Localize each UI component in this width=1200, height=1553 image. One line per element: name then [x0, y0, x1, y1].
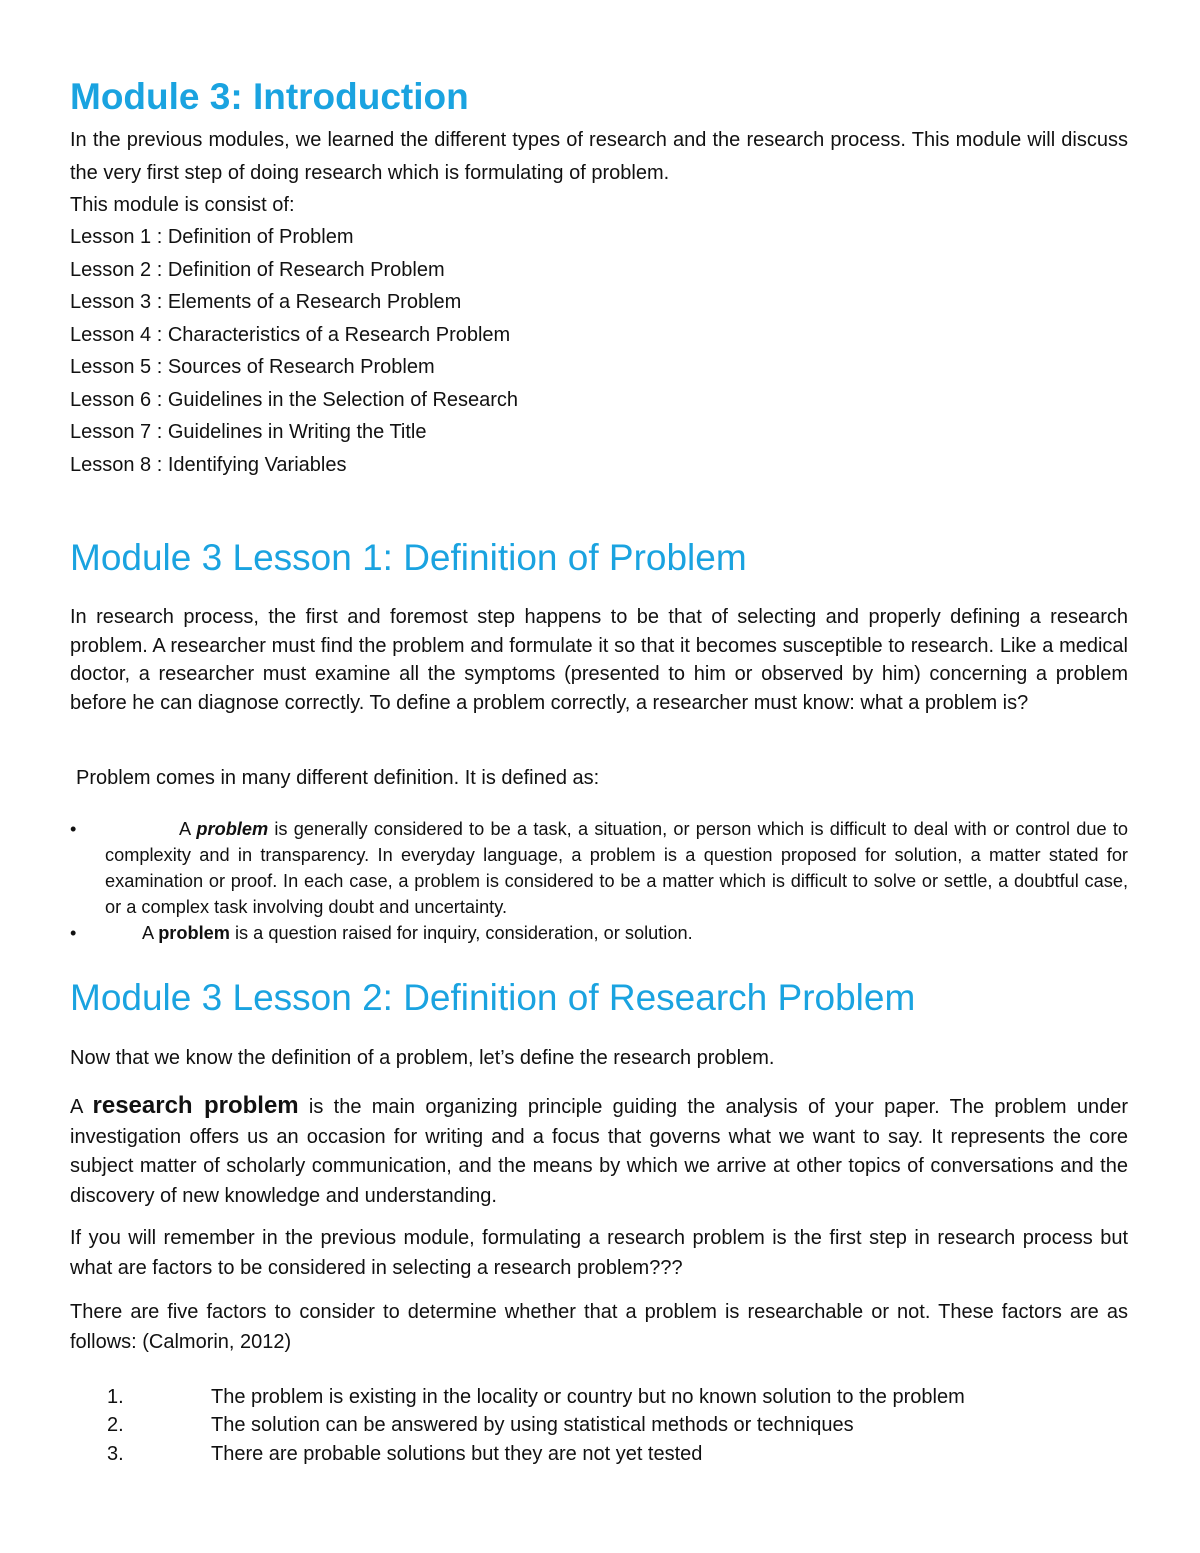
consists-of-label: This module is consist of:	[70, 194, 295, 216]
bullet-prefix: A	[142, 923, 159, 943]
research-problem-definition	[70, 1091, 1128, 1211]
intro-heading: Module 3: Introduction	[70, 76, 469, 117]
lesson1-heading: Module 3 Lesson 1: Definition of Problem	[70, 537, 747, 578]
factor-text: The problem is existing in the locality or country but no known solution to the problem	[211, 1386, 965, 1408]
lesson-list-item: Lesson 8 : Identifying Variables	[70, 453, 347, 476]
definition-bullet	[70, 920, 1128, 946]
intro-paragraph: In the previous modules, we learned the different types of research and the research process. This module will discuss the very first step of doing research which is formulating of problem.	[70, 129, 1128, 184]
factor-item	[107, 1383, 965, 1411]
bullet-prefix: A	[179, 819, 197, 839]
lesson-list-item: Lesson 1 : Definition of Problem	[70, 226, 354, 248]
problem-term: problem	[196, 819, 269, 839]
remember-paragraph: If you will remember in the previous module, formulating a research problem is the first step in research process but what are factors to be considered in selecting a research problem???	[70, 1227, 1128, 1279]
factor-item	[107, 1440, 965, 1468]
problem-definition-list	[70, 816, 1128, 946]
problem-term: problem	[158, 923, 230, 943]
lesson-list	[70, 221, 518, 481]
definition-bullet	[70, 816, 1128, 920]
bullet-symbol: •	[70, 923, 77, 943]
bullet-symbol: •	[70, 819, 77, 839]
lesson2-heading: Module 3 Lesson 2: Definition of Research Problem	[70, 977, 916, 1018]
factors-intro: There are five factors to consider to determine whether that a problem is researchable or not. These factors are as follows: (Calmorin, 2012)	[70, 1301, 1128, 1353]
bullet-text: is a question raised for inquiry, consideration, or solution.	[229, 923, 693, 943]
lesson2-intro: Now that we know the definition of a problem, let’s define the research problem.	[70, 1047, 775, 1069]
definition-text: is the main organizing principle guiding the analysis of your paper. The problem under investigation offers us an occasion for writing and a focus that governs what we want to say. It represents the core subject matter of scholarly communication, and the means by which we arrive at other topics of conversations and the discovery of new knowledge and understanding.	[70, 1096, 1129, 1207]
lesson-list-item: Lesson 2 : Definition of Research Problem	[70, 258, 445, 281]
definition-intro: Problem comes in many different definition. It is defined as:	[76, 767, 600, 789]
factor-item	[107, 1411, 965, 1439]
lesson-list-item: Lesson 5 : Sources of Research Problem	[70, 356, 435, 378]
lesson1-paragraph: In research process, the first and foremost step happens to be that of selecting and properly defining a research problem. A researcher must find the problem and formulate it so that it becomes susceptible to research. Like a medical doctor, a researcher must examine all the symptoms (presented to him or observed by him) concerning a problem before he can diagnose correctly. To define a problem correctly, a researcher must know: what a problem is?	[70, 606, 1128, 714]
factor-text: There are probable solutions but they are not yet tested	[211, 1442, 703, 1465]
lesson-list-item: Lesson 6 : Guidelines in the Selection of Research	[70, 388, 519, 411]
lesson-list-item: Lesson 3 : Elements of a Research Problem	[70, 291, 462, 313]
factor-number: 2.	[107, 1414, 124, 1437]
research-problem-term: research problem	[92, 1092, 299, 1119]
factors-list	[107, 1383, 965, 1468]
lesson-list-item: Lesson 4 : Characteristics of a Research Problem	[70, 323, 511, 346]
factor-number: 3.	[107, 1442, 124, 1465]
lesson-list-item: Lesson 7 : Guidelines in Writing the Title	[70, 421, 427, 443]
factor-number: 1.	[107, 1386, 124, 1408]
factor-text: The solution can be answered by using statistical methods or techniques	[211, 1414, 854, 1437]
definition-prefix: A	[70, 1096, 93, 1118]
bullet-text: is generally considered to be a task, a situation, or person which is difficult to deal with or control due to complexity and in transparency. In everyday language, a problem is a question proposed for solution, a matter stated for examination or proof. In each case, a problem is considered to be a matter which is difficult to solve or settle, a doubtful case, or a complex task involving doubt and uncertainty.	[105, 819, 1128, 917]
